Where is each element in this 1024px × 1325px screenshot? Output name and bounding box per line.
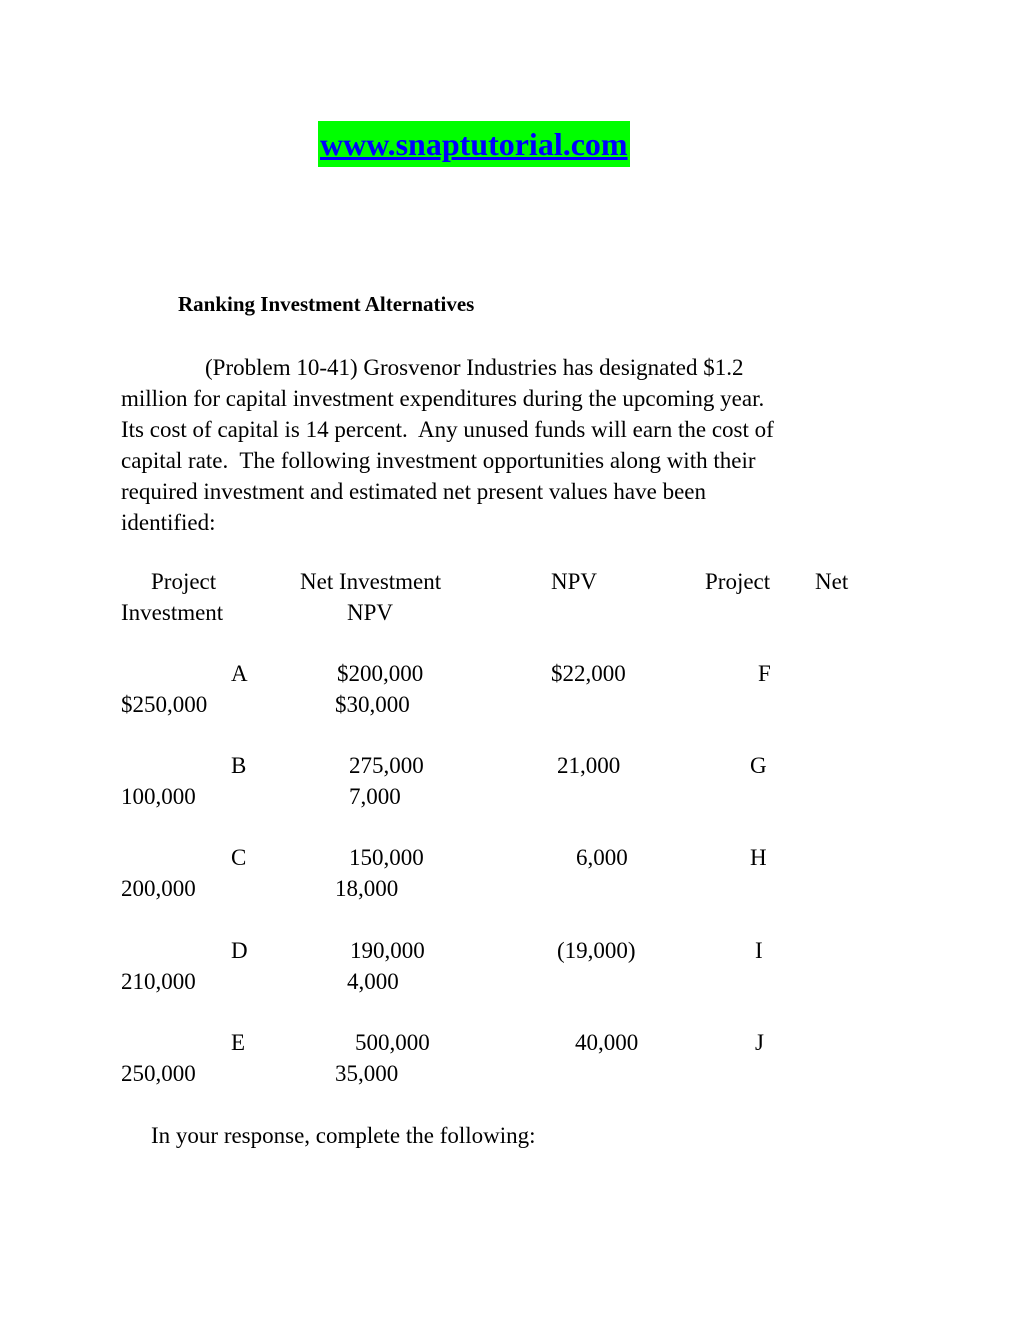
- row-investment-2: 100,000: [121, 784, 196, 809]
- row-npv-2: 7,000: [349, 784, 401, 809]
- row-project: C: [231, 845, 247, 870]
- row-project: A: [231, 661, 248, 686]
- row-investment-2: 210,000: [121, 969, 196, 994]
- problem-line: Its cost of capital is 14 percent. Any unused funds will earn the cost of: [121, 417, 774, 442]
- row-investment: 150,000: [349, 845, 424, 870]
- header-investment-2: Investment: [121, 600, 224, 625]
- row-npv-2: 4,000: [347, 969, 399, 994]
- row-project-2: F: [758, 661, 771, 686]
- row-npv-2: 35,000: [335, 1061, 399, 1086]
- row-investment: $200,000: [337, 661, 424, 686]
- row-project-2: J: [755, 1030, 764, 1055]
- header-net-investment: Net Investment: [300, 569, 442, 594]
- row-npv: $22,000: [551, 661, 626, 686]
- header-npv: NPV: [551, 569, 598, 594]
- row-npv: 21,000: [557, 753, 621, 778]
- header-net-2: Net: [815, 569, 849, 594]
- snaptutorial-link[interactable]: www.snaptutorial.com: [318, 121, 630, 167]
- row-investment-2: $250,000: [121, 692, 208, 717]
- row-project-2: G: [750, 753, 767, 778]
- row-investment: 275,000: [349, 753, 424, 778]
- row-project: E: [231, 1030, 246, 1055]
- problem-line: million for capital investment expenditures during the upcoming year.: [121, 386, 765, 411]
- row-npv: 40,000: [575, 1030, 639, 1055]
- row-investment-2: 250,000: [121, 1061, 196, 1086]
- document-title: Ranking Investment Alternatives: [178, 292, 475, 316]
- problem-line: required investment and estimated net present values have been: [121, 479, 707, 504]
- row-project: B: [231, 753, 247, 778]
- row-investment-2: 200,000: [121, 876, 196, 901]
- row-npv: 6,000: [576, 845, 628, 870]
- header-npv-2: NPV: [347, 600, 394, 625]
- row-npv: (19,000): [557, 938, 636, 963]
- row-investment: 190,000: [350, 938, 425, 963]
- problem-line: identified:: [121, 510, 216, 535]
- header-project-2: Project: [705, 569, 771, 594]
- row-project-2: H: [750, 845, 767, 870]
- row-npv-2: $30,000: [335, 692, 410, 717]
- row-project-2: I: [755, 938, 763, 963]
- header-project: Project: [151, 569, 217, 594]
- row-npv-2: 18,000: [335, 876, 399, 901]
- problem-line: (Problem 10-41) Grosvenor Industries has designated $1.2: [205, 355, 744, 380]
- row-investment: 500,000: [355, 1030, 430, 1055]
- problem-line: capital rate. The following investment opportunities along with their: [121, 448, 756, 473]
- row-project: D: [231, 938, 248, 963]
- closing-instruction: In your response, complete the following:: [151, 1123, 536, 1148]
